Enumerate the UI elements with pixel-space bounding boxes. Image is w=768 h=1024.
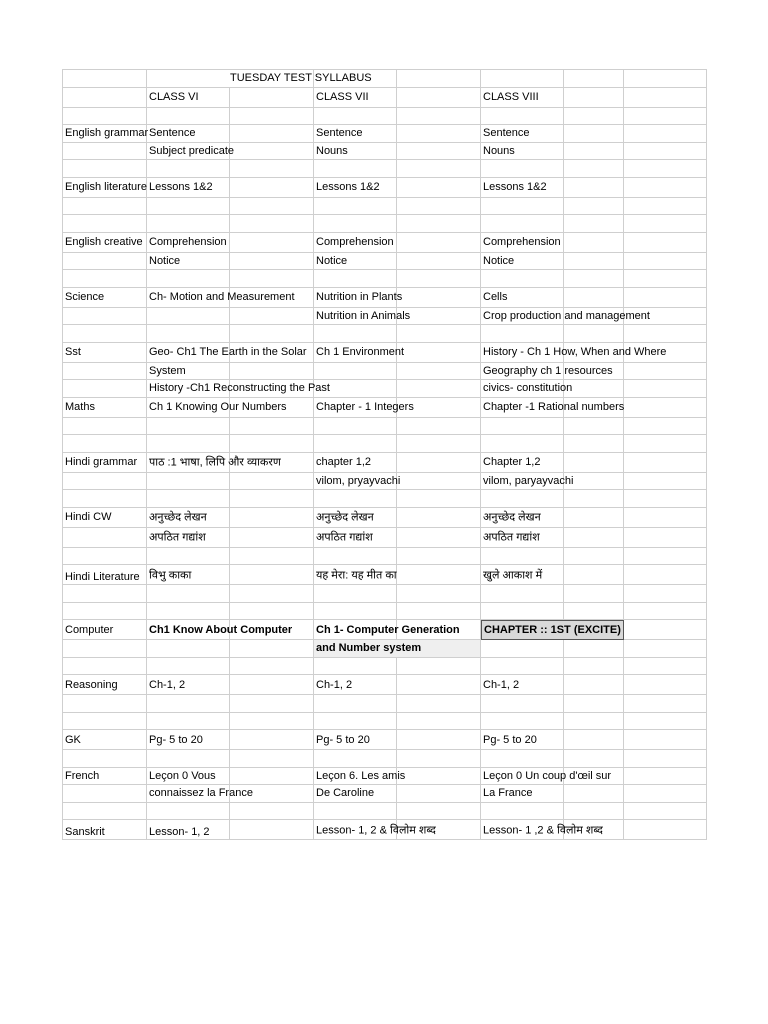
class-viii-topic: Leçon 0 Un coup d'œil sur <box>483 769 612 782</box>
class-vi-topic: Lessons 1&2 <box>149 181 213 193</box>
class-vii-topic: यह मेरा: यह मीत का <box>316 569 397 581</box>
spacer-row <box>63 548 707 566</box>
class-viii-topic: Geography ch 1 resources <box>483 364 613 377</box>
class-viii-topic: Chapter 1,2 <box>483 456 541 468</box>
class-viii-topic: Cells <box>483 291 508 303</box>
class-vii-topic: Ch 1- Computer Generation <box>316 623 460 636</box>
spacer-row <box>63 803 707 821</box>
class-viii-topic: Lessons 1&2 <box>483 181 547 193</box>
table-row <box>63 675 707 695</box>
class-vi-topic: Ch 1 Knowing Our Numbers <box>149 401 287 413</box>
class-vi-topic: History -Ch1 Reconstructing the Past <box>149 382 330 395</box>
spacer-row <box>63 418 707 436</box>
table-row <box>63 473 707 491</box>
class-vi-topic: Sentence <box>149 127 196 140</box>
class-vi-topic: Pg- 5 to 20 <box>149 733 203 746</box>
title-row <box>63 70 707 88</box>
class-vi-topic: अनुच्छेद लेखन <box>149 511 207 524</box>
class-vii-topic: chapter 1,2 <box>316 456 372 468</box>
spacer-row <box>63 490 707 508</box>
class-viii-topic: अनुच्छेद लेखन <box>483 511 541 524</box>
class-viii-topic: Nouns <box>483 144 515 157</box>
class-vi-topic: Leçon 0 Vous <box>149 769 216 782</box>
spacer-row <box>63 270 707 288</box>
class-vii-topic: Leçon 6. Les amis <box>316 769 406 782</box>
subject-label: Computer <box>65 623 114 636</box>
class-vi-topic: Lesson- 1, 2 <box>149 826 210 838</box>
class-vii-header: CLASS VII <box>316 91 369 103</box>
subject-label: English literature <box>65 181 147 193</box>
class-vii-topic: Sentence <box>316 127 363 140</box>
spacer-row <box>63 435 707 453</box>
spacer-row <box>63 108 707 126</box>
table-row <box>63 253 707 271</box>
class-vii-topic: अपठित गद्यांश <box>316 531 373 544</box>
table-row <box>63 398 707 418</box>
class-viii-topic: CHAPTER :: 1ST (EXCITE) <box>484 624 621 636</box>
class-vii-topic: Nouns <box>316 144 348 157</box>
spacer-row <box>63 658 707 676</box>
spacer-row <box>63 215 707 233</box>
table-row <box>63 528 707 548</box>
class-vii-topic: and Number system <box>316 642 422 655</box>
class-viii-topic: civics- constitution <box>483 382 573 395</box>
class-vii-topic: Pg- 5 to 20 <box>316 733 370 746</box>
class-vii-topic: De Caroline <box>316 787 375 800</box>
class-viii-topic: vilom, paryayvachi <box>483 474 574 487</box>
subject-label: Reasoning <box>65 678 118 691</box>
table-row <box>63 730 707 750</box>
class-viii-topic: Chapter -1 Rational numbers <box>483 401 625 413</box>
class-vii-topic: Ch 1 Environment <box>316 346 405 358</box>
subject-label: GK <box>65 733 81 746</box>
class-vii-topic: vilom, pryayvachi <box>316 474 401 487</box>
subject-label: Sanskrit <box>65 826 105 838</box>
class-vi-topic: Ch-1, 2 <box>149 678 186 691</box>
class-vi-topic: Ch1 Know About Computer <box>149 623 293 636</box>
class-vi-topic: Ch- Motion and Measurement <box>149 291 295 303</box>
subject-label: French <box>65 769 100 782</box>
class-vi-topic: अपठित गद्यांश <box>149 531 206 544</box>
subject-label: Hindi grammar <box>65 456 138 468</box>
subject-label: Hindi CW <box>65 511 112 523</box>
table-row <box>63 380 707 398</box>
class-viii-topic: Notice <box>483 254 515 267</box>
class-viii-topic: Comprehension <box>483 236 561 248</box>
class-viii-topic: La France <box>483 787 533 800</box>
class-viii-topic: Ch-1, 2 <box>483 678 520 691</box>
class-viii-topic: खुले आकाश में <box>483 569 543 581</box>
spacer-row <box>63 695 707 713</box>
class-vii-topic: Lesson- 1, 2 & विलोम शब्द <box>316 824 436 836</box>
class-viii-topic: Sentence <box>483 127 530 140</box>
class-vii-topic: Nutrition in Plants <box>316 291 403 303</box>
spacer-row <box>63 325 707 343</box>
table-row <box>63 508 707 528</box>
class-vi-topic: पाठ :1 भाषा, लिपि और व्याकरण <box>149 456 281 469</box>
class-vii-topic: Nutrition in Animals <box>316 309 411 322</box>
class-header-row <box>63 88 707 108</box>
table-row <box>63 288 707 308</box>
class-viii-topic: Pg- 5 to 20 <box>483 733 537 746</box>
spacer-row <box>63 160 707 178</box>
table-row <box>63 820 707 840</box>
table-row <box>63 178 707 198</box>
highlighted-cell <box>481 620 624 640</box>
class-vii-topic: Chapter - 1 Integers <box>316 401 414 413</box>
class-vi-topic: Subject predicate <box>149 144 234 157</box>
subject-label: Sst <box>65 346 81 358</box>
table-row <box>63 343 707 363</box>
spacer-row <box>63 750 707 768</box>
class-vi-topic: Notice <box>149 254 181 267</box>
class-vii-topic: Notice <box>316 254 348 267</box>
table-row <box>63 620 707 640</box>
table-row <box>63 308 707 326</box>
spacer-row <box>63 603 707 621</box>
class-viii-header: CLASS VIII <box>483 91 539 103</box>
class-viii-topic: History - Ch 1 How, When and Where <box>483 346 667 358</box>
spacer-row <box>63 198 707 216</box>
class-viii-topic: अपठित गद्यांश <box>483 531 540 544</box>
class-vi-topic: Geo- Ch1 The Earth in the Solar <box>149 346 307 358</box>
class-vi-header: CLASS VI <box>149 91 199 103</box>
class-vi-topic: विभु काका <box>149 569 192 581</box>
table-row <box>63 768 707 786</box>
table-row <box>63 363 707 381</box>
table-row <box>63 143 707 161</box>
class-vi-topic: connaissez la France <box>149 787 253 800</box>
subject-label: English creative <box>65 236 143 248</box>
class-vii-topic: Lessons 1&2 <box>316 181 380 193</box>
subject-label: Science <box>65 291 105 303</box>
class-vi-topic: System <box>149 364 186 377</box>
table-row <box>63 233 707 253</box>
subject-label: Hindi Literature <box>65 571 140 583</box>
spacer-row <box>63 585 707 603</box>
table-row <box>63 640 707 658</box>
spacer-row <box>63 713 707 731</box>
subject-label: Maths <box>65 401 95 413</box>
syllabus-sheet <box>62 69 707 840</box>
class-vii-topic: अनुच्छेद लेखन <box>316 511 374 524</box>
table-row <box>63 565 707 585</box>
sheet-title: TUESDAY TEST SYLLABUS <box>230 72 372 85</box>
subject-label: English grammar <box>65 127 149 140</box>
class-viii-topic: Lesson- 1 ,2 & विलोम शब्द <box>483 824 603 836</box>
class-vi-topic: Comprehension <box>149 236 227 248</box>
table-row <box>63 785 707 803</box>
class-vii-topic: Ch-1, 2 <box>316 678 353 691</box>
table-row <box>63 453 707 473</box>
class-vii-topic: Comprehension <box>316 236 394 248</box>
class-viii-topic: Crop production and management <box>483 309 650 322</box>
table-row <box>63 125 707 143</box>
